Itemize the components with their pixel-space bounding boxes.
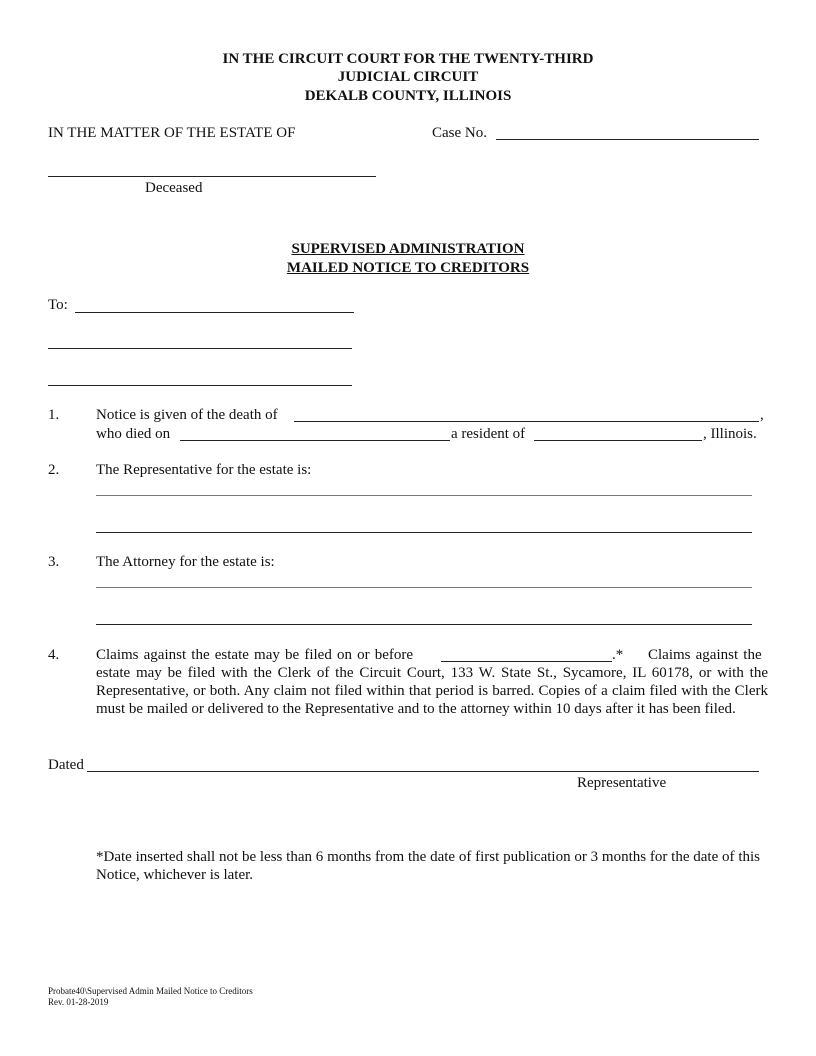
attorney-field-1[interactable] [96,587,752,588]
item-1-text-d: , Illinois. [703,426,757,442]
item-1-comma: , [760,407,764,423]
date-note: *Date inserted shall not be less than 6 months from the date of first publication or 3 months for the date of this Notice, whichever is later. [96,849,760,884]
estate-matter-label: IN THE MATTER OF THE ESTATE OF [48,125,296,141]
date-of-death-field[interactable] [180,440,450,441]
item-4-star: .* [612,647,624,663]
item-1-text-b: who died on [96,426,171,442]
attorney-field-2[interactable] [96,624,752,625]
item-4-number: 4. [48,647,60,663]
deceased-label: Deceased [145,180,203,196]
item-4-text-a: Claims against the estate may be filed on or before [96,647,414,663]
case-number-label: Case No. [432,125,487,141]
representative-field-2[interactable] [96,532,752,533]
representative-label: Representative [577,775,667,791]
item-4-text-rest: estate may be filed with the Clerk of the Circuit Court, 133 W. State St., Sycamore, IL 60178, or with the Representative, or both. Any claim not filed within that period is barred. Copies of a claim filed with the Clerk must be mailed or delivered to the Representative and to the attorney within 10 days after it has been filed. [96,665,768,718]
creditor-address-field-1[interactable] [48,348,352,349]
footer-form-id: Probate40\Supervised Admin Mailed Notice to Creditors [48,986,253,996]
creditor-name-field[interactable] [75,312,354,313]
creditor-address-field-2[interactable] [48,385,352,386]
footer-revision: Rev. 01-28-2019 [48,997,109,1007]
item-3-text: The Attorney for the estate is: [96,554,275,570]
court-header-line-3: DEKALB COUNTY, ILLINOIS [304,88,512,104]
claims-deadline-field[interactable] [441,661,612,662]
item-2-number: 2. [48,462,60,478]
item-1-text-c: a resident of [451,426,526,442]
residence-field[interactable] [534,440,702,441]
court-header-line-1: IN THE CIRCUIT COURT FOR THE TWENTY-THIRD [222,51,594,67]
item-1-text-a: Notice is given of the death of [96,407,278,423]
case-number-field[interactable] [496,139,759,140]
dated-label: Dated [48,757,84,773]
to-label: To: [48,297,68,313]
title-line-2: MAILED NOTICE TO CREDITORS [286,260,530,276]
representative-field-1[interactable] [96,495,752,496]
item-3-number: 3. [48,554,60,570]
item-1-number: 1. [48,407,60,423]
item-2-text: The Representative for the estate is: [96,462,312,478]
court-header-line-2: JUDICIAL CIRCUIT [337,69,479,85]
item-4-text-b: Claims against the [648,647,762,663]
dated-signature-field[interactable] [87,771,759,772]
title-line-1: SUPERVISED ADMINISTRATION [291,241,525,257]
decedent-death-name-field[interactable] [294,421,759,422]
decedent-name-field[interactable] [48,176,376,177]
